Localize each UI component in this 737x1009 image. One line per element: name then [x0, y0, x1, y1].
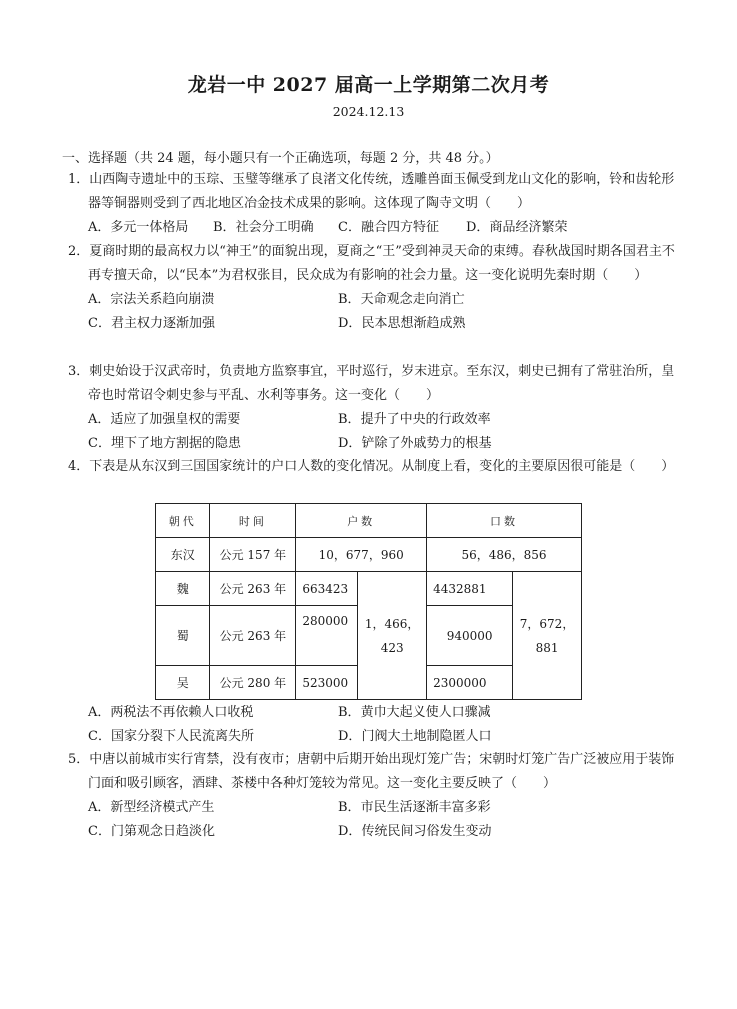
option-c[interactable]: C．融合四方特征: [338, 220, 439, 235]
options-row: [68, 796, 683, 820]
header-households: 户数: [296, 504, 427, 538]
header-time: 时间: [210, 504, 296, 538]
dynasty-cell: 蜀: [156, 606, 210, 666]
question-4-options: [68, 701, 683, 749]
options-row: [68, 701, 683, 725]
exam-title: 龙岩一中 2027 届高一上学期第二次月考: [187, 74, 550, 96]
question-4: [68, 455, 683, 479]
time-cell: 公元 280 年: [210, 666, 296, 700]
option-a[interactable]: A．宗法关系趋向崩溃: [88, 292, 215, 307]
dynasty-cell: 吴: [156, 666, 210, 700]
question-stem: 1．山西陶寺遗址中的玉琮、玉璧等继承了良渚文化传统，透雕兽面玉佩受到龙山文化的影响，铃和齿轮形器等铜器则受到了西北地区冶金技术成果的影响。这体现了陶寺文明（ ）: [68, 172, 675, 211]
option-b[interactable]: B．天命观念走向消亡: [338, 292, 465, 307]
option-d[interactable]: D．铲除了外戚势力的根基: [338, 436, 492, 451]
question-stem: 3．刺史始设于汉武帝时，负责地方监察事宜，平时巡行，岁末进京。至东汉，刺史已拥有了常驻治所，皇帝也时常诏令刺史参与平乱、水利等事务。这一变化（ ）: [68, 364, 675, 403]
option-b[interactable]: B．提升了中央的行政效率: [338, 412, 491, 427]
section-heading: 一、选择题（共 24 题，每小题只有一个正确选项，每题 2 分，共 48 分。）: [62, 151, 499, 166]
population-cell: 940000: [427, 606, 513, 666]
dynasty-cell: 魏: [156, 572, 210, 606]
population-total-cell: 7，672，881: [513, 572, 582, 700]
table-row: [156, 572, 582, 606]
question-2: [68, 240, 683, 336]
households-cell: 10，677，960: [296, 538, 427, 572]
question-stem: 4．下表是从东汉到三国国家统计的户口人数的变化情况。从制度上看，变化的主要原因很可能是（ ）: [68, 459, 675, 474]
option-b[interactable]: B．黄巾大起义使人口骤减: [338, 705, 491, 720]
population-cell: 4432881: [427, 572, 513, 606]
time-cell: 公元 263 年: [210, 606, 296, 666]
question-3: [68, 360, 683, 456]
exam-date: 2024.12.13: [332, 104, 405, 119]
option-b[interactable]: B．市民生活逐渐丰富多彩: [338, 800, 491, 815]
header-dynasty: 朝代: [156, 504, 210, 538]
option-c[interactable]: C．君主权力逐渐加强: [88, 316, 215, 331]
options-row: [68, 312, 683, 336]
option-b[interactable]: B．社会分工明确: [213, 220, 314, 235]
option-d[interactable]: D．民本思想渐趋成熟: [338, 316, 466, 331]
population-cell: 56，486，856: [427, 538, 582, 572]
options-row: [68, 288, 683, 312]
time-cell: 公元 263 年: [210, 572, 296, 606]
options-row: [68, 216, 683, 240]
households-cell: 523000: [296, 666, 358, 700]
table-header-row: [156, 504, 582, 538]
options-row: [68, 725, 683, 749]
option-c[interactable]: C．门第观念日趋淡化: [88, 824, 215, 839]
option-d[interactable]: D．商品经济繁荣: [466, 220, 568, 235]
time-cell: 公元 157 年: [210, 538, 296, 572]
households-total-cell: 1，466，423: [358, 572, 427, 700]
options-row: [68, 408, 683, 432]
population-cell: 2300000: [427, 666, 513, 700]
option-d[interactable]: D．传统民间习俗发生变动: [338, 824, 492, 839]
dynasty-cell: 东汉: [156, 538, 210, 572]
households-cell: 280000: [296, 606, 358, 666]
population-table: [155, 503, 582, 700]
option-a[interactable]: A．新型经济模式产生: [88, 800, 215, 815]
options-row: [68, 820, 683, 844]
question-5: [68, 748, 683, 844]
question-1: [68, 168, 683, 240]
options-row: [68, 432, 683, 456]
option-c[interactable]: C．埋下了地方割据的隐患: [88, 436, 241, 451]
header-population: 口数: [427, 504, 582, 538]
households-cell: 663423: [296, 572, 358, 606]
option-d[interactable]: D．门阀大土地制隐匿人口: [338, 729, 492, 744]
option-a[interactable]: A．两税法不再依赖人口收税: [88, 705, 254, 720]
option-c[interactable]: C．国家分裂下人民流离失所: [88, 729, 254, 744]
option-a[interactable]: A．多元一体格局: [88, 220, 189, 235]
option-a[interactable]: A．适应了加强皇权的需要: [88, 412, 241, 427]
question-stem: 5．中唐以前城市实行宵禁，没有夜市；唐朝中后期开始出现灯笼广告；宋朝时灯笼广告广泛被应用于装饰门面和吸引顾客，酒肆、茶楼中各种灯笼较为常见。这一变化主要反映了（ ）: [68, 752, 675, 791]
question-stem: 2．夏商时期的最高权力以“神王”的面貌出现，夏商之“王”受到神灵天命的束缚。春秋战国时期各国君主不再专擅天命，以“民本”为君权张目，民众成为有影响的社会力量。这一变化说明先秦时期（ ）: [68, 244, 675, 283]
table-row: [156, 538, 582, 572]
